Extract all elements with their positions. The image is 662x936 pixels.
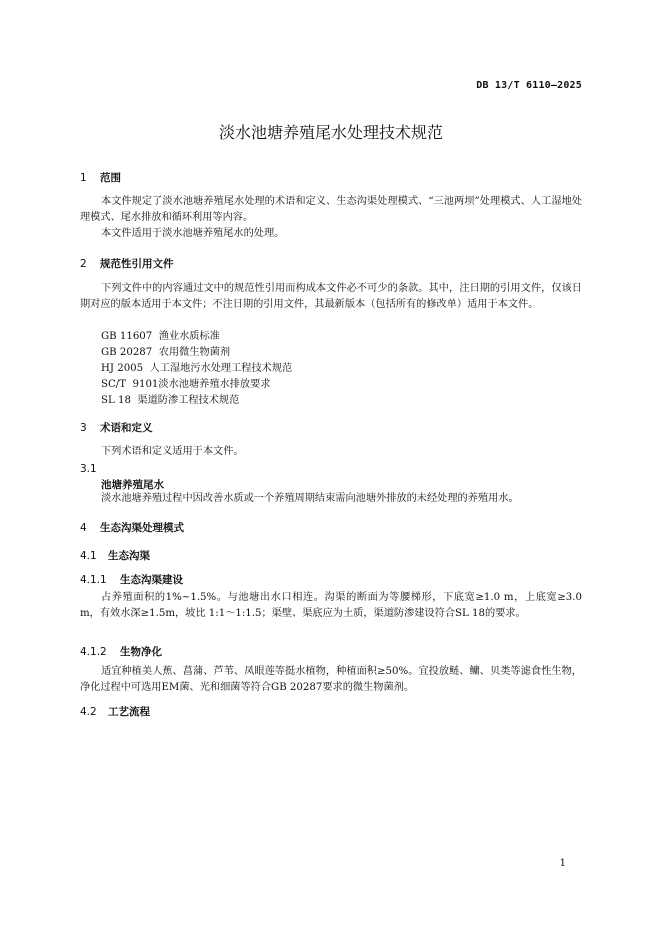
subsection-title: 工艺流程 [108, 706, 150, 718]
term-title: 池塘养殖尾水 [101, 479, 164, 491]
scope-paragraph-1: 本文件规定了淡水池塘养殖尾水处理的术语和定义、生态沟渠处理模式、“三池两坝”处理模式、人工湿地处理模式、尾水排放和循环利用等内容。 [80, 196, 582, 223]
section-title: 范围 [100, 172, 121, 184]
term-number: 3.1 [80, 463, 97, 475]
reference-item: SL 18 渠道防渗工程技术规范 [101, 395, 240, 406]
subsection-4-1-heading [80, 548, 150, 563]
section-1-heading [80, 170, 121, 185]
clause-4-1-2-heading [80, 644, 162, 659]
section-number: 4 [80, 522, 87, 534]
terms-intro: 下列术语和定义适用于本文件。 [101, 446, 244, 457]
section-2-heading [80, 256, 174, 271]
subsection-4-2-heading [80, 704, 150, 719]
clause-4-1-1-heading [80, 572, 183, 587]
reference-item: SC/T 9101淡水池塘养殖水排放要求 [101, 379, 271, 390]
clause-number: 4.1.1 [80, 574, 107, 586]
clause-4-1-2-text: 适宜种植美人蕉、菖蒲、芦苇、凤眼莲等挺水植物，种植面积≥50%。宜投放鲢、鳙、贝类等滤食性生物，净化过程中可选用EM菌、光和细菌等符合GB 20287要求的微生物菌剂。 [80, 666, 582, 693]
section-3-heading [80, 420, 153, 435]
section-title: 规范性引用文件 [100, 258, 174, 270]
document-title: 淡水池塘养殖尾水处理技术规范 [218, 123, 443, 142]
reference-item: GB 11607 渔业水质标准 [101, 331, 220, 342]
section-number: 1 [80, 172, 87, 184]
section-number: 3 [80, 422, 87, 434]
clause-title: 生物净化 [120, 646, 162, 658]
standard-code: DB 13/T 6110—2025 [476, 80, 582, 91]
subsection-number: 4.2 [80, 706, 97, 718]
scope-paragraph-2: 本文件适用于淡水池塘养殖尾水的处理。 [101, 228, 285, 239]
section-title: 术语和定义 [100, 422, 153, 434]
reference-item: HJ 2005 人工湿地污水处理工程技术规范 [101, 363, 293, 374]
subsection-title: 生态沟渠 [108, 550, 150, 562]
section-number: 2 [80, 258, 87, 270]
clause-4-1-1-text: 占养殖面积的1%~1.5%。与池塘出水口相连。沟渠的断面为等腰梯形，下底宽≥1.0 m，上底宽≥3.0 m，有效水深≥1.5m，坡比 1:1～1:1.5；渠壁、渠底应为土质，渠道防渗建设符合SL 18的要求。 [80, 592, 582, 619]
reference-item: GB 20287 农用微生物菌剂 [101, 347, 231, 358]
section-title: 生态沟渠处理模式 [100, 522, 184, 534]
term-definition: 淡水池塘养殖过程中因改善水质或一个养殖周期结束需向池塘外排放的未经处理的养殖用水。 [101, 493, 519, 504]
subsection-number: 4.1 [80, 550, 97, 562]
page-number: 1 [559, 858, 566, 869]
clause-title: 生态沟渠建设 [120, 574, 183, 586]
clause-number: 4.1.2 [80, 646, 107, 658]
references-intro: 下列文件中的内容通过文中的规范性引用而构成本文件必不可少的条款。其中，注日期的引用文件，仅该日期对应的版本适用于本文件；不注日期的引用文件，其最新版本（包括所有的修改单）适用于本文件。 [80, 283, 582, 310]
section-4-heading [80, 520, 184, 535]
